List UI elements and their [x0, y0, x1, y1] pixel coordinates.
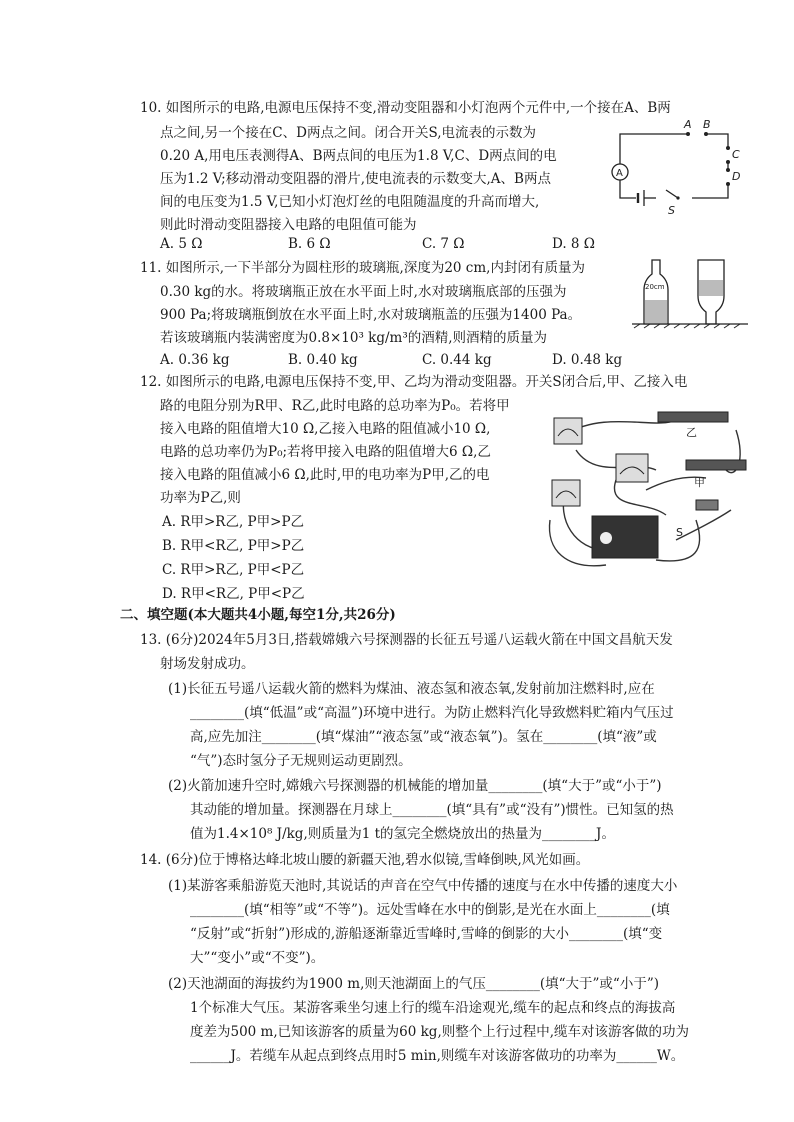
q12-option-c: C. R甲>R乙, P甲<P乙: [162, 562, 305, 578]
q11-line-3: 900 Pa;将玻璃瓶倒放在水平面上时,水对玻璃瓶盖的压强为1400 Pa。: [160, 307, 582, 323]
q13-line-3: (1)长征五号遥八运载火箭的燃料为煤油、液态氢和液态氧,发射前加注燃料时,应在: [168, 681, 655, 697]
section-2-title: 二、填空题(本大题共4小题,每空1分,共26分): [120, 607, 396, 623]
q10-label-s: S: [668, 204, 675, 217]
q10-label-c: C: [732, 148, 740, 161]
q13-line-1: 13. (6分)2024年5月3日,搭载嫦娥六号探测器的长征五号遥八运载火箭在中国文昌航天发: [140, 632, 673, 648]
q13-line-8: 其动能的增加量。探测器在月球上________(填“具有”或“没有”)惯性。已知氢的热: [190, 802, 674, 818]
q14-line-7: 1个标准大气压。某游客乘坐匀速上行的缆车沿途观光,缆车的起点和终点的海拔高: [190, 1000, 676, 1016]
q10-line-4: 压为1.2 V;移动滑动变阻器的滑片,使电流表的示数变大,A、B两点: [160, 171, 551, 187]
q10-option-a: A. 5 Ω: [160, 236, 203, 252]
q11-depth-label: 20cm: [645, 283, 665, 291]
q10-line-5: 间的电压变为1.5 V,已知小灯泡灯丝的电阻随温度的升高而增大,: [160, 194, 540, 210]
q14-line-5: 大”“变小”或“不变”)。: [190, 950, 325, 966]
q10-line-6: 则此时滑动变阻器接入电路的电阻值可能为: [160, 217, 417, 233]
q10-circuit-figure: [606, 118, 748, 218]
q12-line-6: 功率为P乙,则: [160, 490, 241, 506]
svg-text:A: A: [616, 168, 623, 179]
q10-line-1: 10. 如图所示的电路,电源电压保持不变,滑动变阻器和小灯泡两个元件中,一个接在A、B两: [140, 100, 671, 116]
q14-line-9: ______J。若缆车从起点到终点用时5 min,则缆车对该游客做功的功率为______W。: [190, 1048, 685, 1064]
q10-label-a: A: [684, 118, 692, 131]
q12-line-1: 12. 如图所示的电路,电源电压保持不变,甲、乙均为滑动变阻器。开关S闭合后,甲、乙接入电: [140, 374, 688, 390]
q13-line-7: (2)火箭加速升空时,嫦娥六号探测器的机械能的增加量________(填“大于”或“小于”): [168, 778, 662, 794]
q10-label-b: B: [703, 118, 711, 131]
q11-line-1: 11. 如图所示,一下半部分为圆柱形的玻璃瓶,深度为20 cm,内封闭有质量为: [140, 260, 585, 276]
q11-option-d: D. 0.48 kg: [552, 352, 623, 368]
q11-option-b: B. 0.40 kg: [288, 352, 358, 368]
q10-option-d: D. 8 Ω: [552, 236, 595, 252]
q11-option-c: C. 0.44 kg: [422, 352, 492, 368]
q10-option-b: B. 6 Ω: [288, 236, 331, 252]
q11-option-a: A. 0.36 kg: [160, 352, 230, 368]
q13-line-6: “气”)态时氢分子无规则运动更剧烈。: [190, 753, 412, 769]
q10-label-d: D: [732, 170, 741, 183]
q12-option-a: A. R甲>R乙, P甲>P乙: [162, 514, 305, 530]
q13-line-4: ________(填“低温”或“高温”)环境中进行。为防止燃料汽化导致燃料贮箱内气压过: [190, 705, 674, 721]
q14-line-2: (1)某游客乘船游览天池时,其说话的声音在空气中传播的速度与在水中传播的速度大小: [168, 878, 678, 894]
q11-line-4: 若该玻璃瓶内装满密度为0.8×10³ kg/m³的酒精,则酒精的质量为: [160, 330, 548, 346]
q14-line-3: ________(填“相等”或“不等”)。远处雪峰在水中的倒影,是光在水面上________(填: [190, 902, 670, 918]
q10-option-c: C. 7 Ω: [422, 236, 465, 252]
q12-line-5: 接入电路的阻值减小6 Ω,此时,甲的电功率为P甲,乙的电: [160, 467, 490, 483]
q13-line-2: 射场发射成功。: [160, 656, 255, 672]
q12-circuit-figure: [546, 400, 752, 576]
q11-bottle-figure: [628, 256, 752, 332]
q12-line-3: 接入电路的阻值增大10 Ω,乙接入电路的阻值减小10 Ω,: [160, 421, 491, 437]
q14-line-4: “反射”或“折射”)形成的,游船逐渐靠近雪峰时,雪峰的倒影的大小________(填“变: [190, 926, 663, 942]
q14-line-6: (2)天池湖面的海拔约为1900 m,则天池湖面上的气压________(填“大于”或“小于”): [168, 976, 660, 992]
q10-line-3: 0.20 A,用电压表测得A、B两点间的电压为1.8 V,C、D两点间的电: [160, 148, 557, 164]
q12-label-s: S: [676, 526, 683, 539]
q14-line-8: 度差为500 m,已知该游客的质量为60 kg,则整个上行过程中,缆车对该游客做的功为: [190, 1024, 690, 1040]
q12-line-2: 路的电阻分别为R甲、R乙,此时电路的总功率为P₀。若将甲: [160, 398, 510, 414]
q13-line-5: 高,应先加注________(填“煤油”“液态氢”或“液态氧”)。氢在________(填“液”或: [190, 729, 657, 745]
q12-line-4: 电路的总功率仍为P₀;若将甲接入电路的阻值增大6 Ω,乙: [160, 444, 491, 460]
q12-label-yi: 乙: [686, 426, 697, 439]
q10-line-2: 点之间,另一个接在C、D两点之间。闭合开关S,电流表的示数为: [160, 125, 537, 141]
q11-line-2: 0.30 kg的水。将玻璃瓶正放在水平面上时,水对玻璃瓶底部的压强为: [160, 284, 567, 300]
q12-option-d: D. R甲<R乙, P甲<P乙: [162, 586, 305, 602]
q12-option-b: B. R甲<R乙, P甲>P乙: [162, 538, 305, 554]
q14-line-1: 14. (6分)位于博格达峰北坡山腰的新疆天池,碧水似镜,雪峰倒映,风光如画。: [140, 852, 590, 868]
q13-line-9: 值为1.4×10⁸ J/kg,则质量为1 t的氢完全燃烧放出的热量为________J。: [190, 826, 615, 842]
q12-label-jia: 甲: [694, 476, 705, 489]
